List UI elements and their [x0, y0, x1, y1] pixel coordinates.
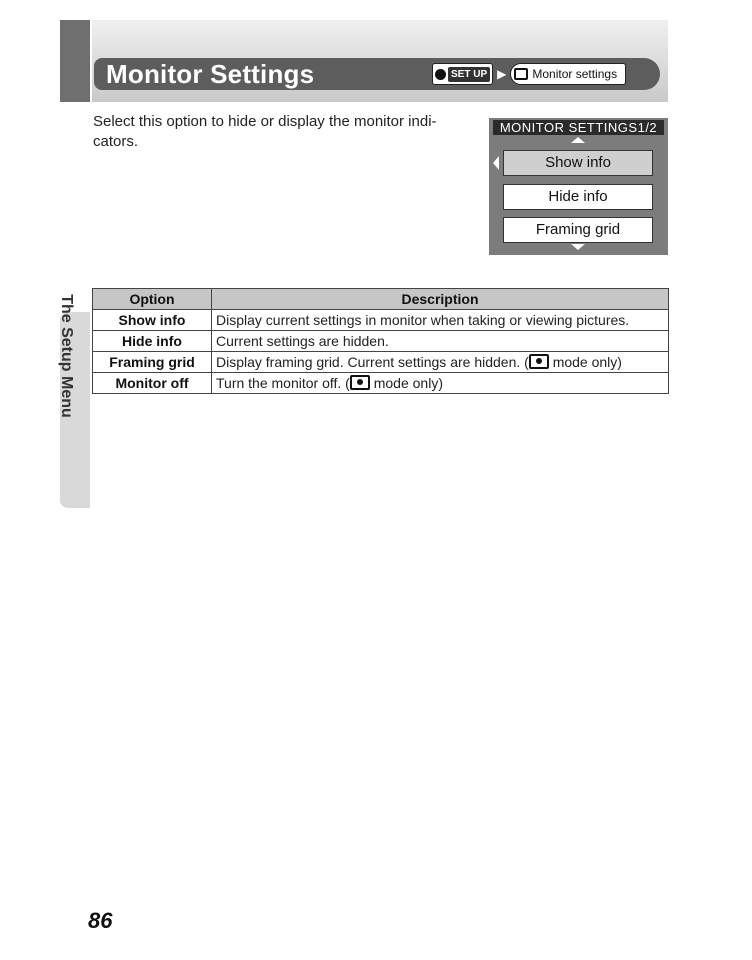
page-number: 86 [88, 908, 113, 933]
option-cell: Framing grid [93, 352, 212, 373]
menu-item-framing-grid[interactable]: Framing grid [503, 217, 653, 243]
description-cell [212, 310, 669, 331]
option-cell: Monitor off [93, 373, 212, 394]
monitor-icon [514, 68, 528, 80]
title-bar [94, 58, 660, 90]
section-tab-marker [60, 20, 90, 102]
menu-item-hide-info[interactable]: Hide info [503, 184, 653, 210]
header-description: Description [212, 289, 669, 310]
description-suffix: mode only) [369, 375, 443, 391]
table-row [93, 331, 669, 352]
page-title: Monitor Settings [106, 59, 315, 89]
camera-mode-icon [435, 69, 446, 80]
description-text: Current settings are hidden. [216, 333, 389, 349]
intro-text: Select this option to hide or display the monitor indi-cators. [93, 113, 437, 150]
monitor-settings-screen [489, 118, 668, 255]
back-arrow-icon [493, 156, 499, 170]
description-text: Turn the monitor off. ( [216, 375, 350, 391]
camera-setup-badge [432, 63, 493, 85]
monitor-settings-crumb [510, 63, 626, 85]
arrow-right-icon: ▶ [497, 67, 507, 81]
option-cell: Hide info [93, 331, 212, 352]
setup-label: SET UP [448, 67, 490, 82]
options-table [92, 288, 669, 394]
table-header-row [93, 289, 669, 310]
description-text: Display current settings in monitor when taking or viewing pictures. [216, 312, 630, 328]
description-cell [212, 373, 669, 394]
screen-title: MONITOR SETTINGS1/2 [493, 120, 664, 135]
camera-mode-icon [350, 375, 370, 390]
option-cell: Show info [93, 310, 212, 331]
camera-mode-icon [529, 354, 549, 369]
table-row [93, 310, 669, 331]
scroll-down-icon [571, 244, 585, 250]
table-row [93, 373, 669, 394]
header-option: Option [93, 289, 212, 310]
description-cell [212, 352, 669, 373]
table-row [93, 352, 669, 373]
description-suffix: mode only) [548, 354, 622, 370]
menu-item-show-info[interactable]: Show info [503, 150, 653, 176]
menu-breadcrumb [432, 63, 626, 85]
section-side-tab [58, 294, 90, 508]
description-cell [212, 331, 669, 352]
section-label: The Setup Menu [58, 294, 75, 418]
crumb-label: Monitor settings [532, 67, 618, 81]
description-text: Display framing grid. Current settings are hidden. ( [216, 354, 529, 370]
scroll-up-icon [571, 137, 585, 143]
